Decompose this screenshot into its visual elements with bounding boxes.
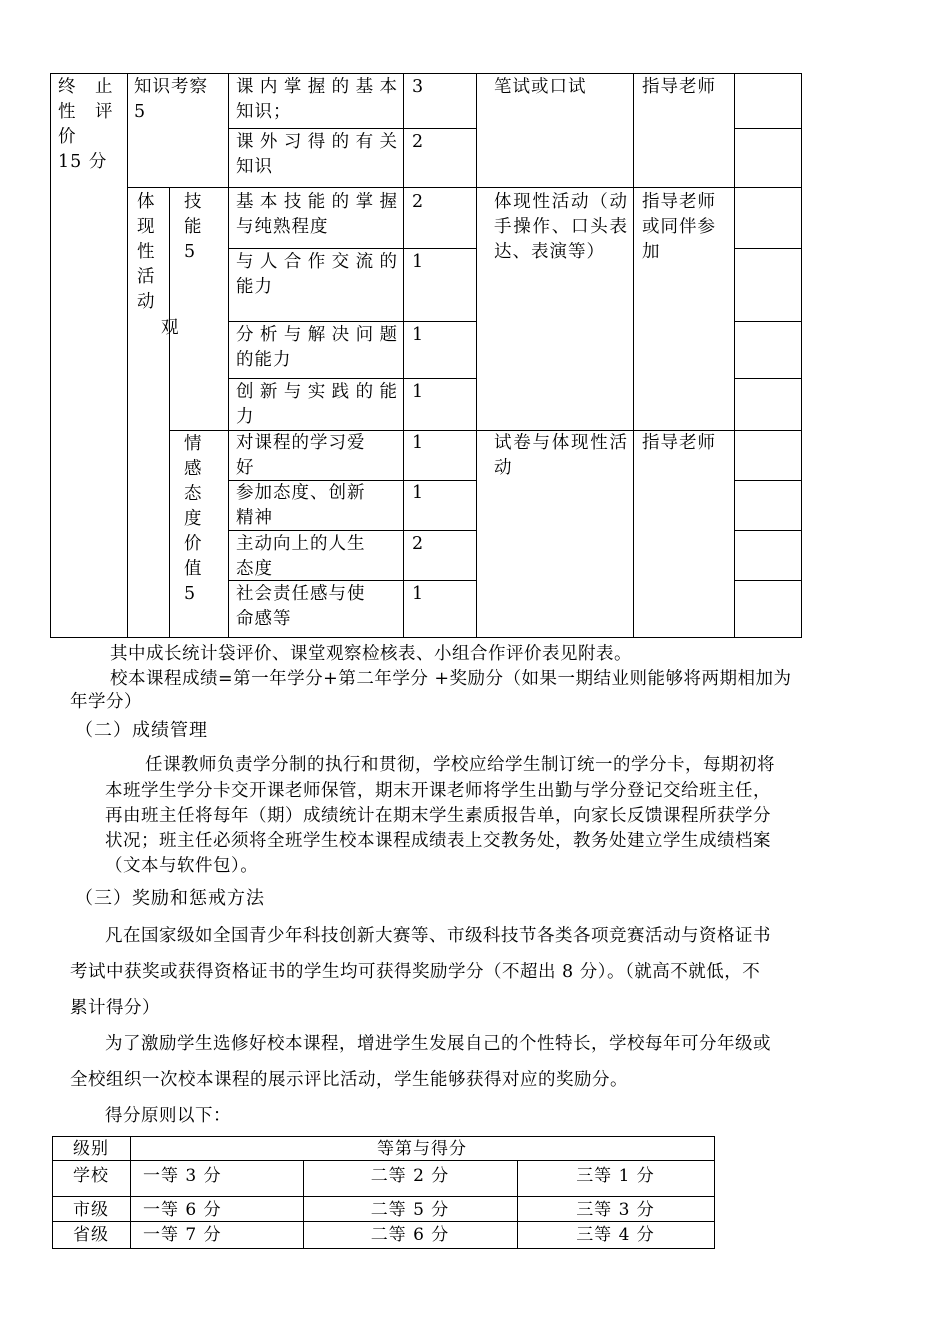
- grade-1: 一等 7 分: [143, 1225, 222, 1245]
- paragraph-line: 再由班主任将每年（期）成绩统计在期末学生素质报告单，向家长反馈课程所获学分: [105, 806, 771, 826]
- paragraph-line: 累计得分）: [70, 998, 160, 1018]
- table-row: 参加态度、创新 精神: [236, 483, 366, 528]
- table-row: 分析与解决问题 的能力: [236, 325, 398, 370]
- paragraph-line: 凡在国家级如全国青少年科技创新大赛等、市级科技节各类各项竞赛活动与资格证书: [105, 926, 771, 946]
- grade-3: 三等 3 分: [576, 1200, 655, 1220]
- activity-label: 体 现 性 活 动: [137, 192, 156, 312]
- grade-1: 一等 3 分: [143, 1166, 222, 1186]
- paragraph-line: 状况；班主任必须将全班学生校本课程成绩表上交教务处，教务处建立学生成绩档案: [105, 831, 771, 851]
- paragraph-line: 全校组织一次校本课程的展示评比活动，学生能够获得对应的奖励分。: [70, 1070, 628, 1090]
- grade-1: 一等 6 分: [143, 1200, 222, 1220]
- note-score-formula-cont: 年学分）: [70, 692, 142, 712]
- row-score: 1: [412, 382, 425, 402]
- row-score: 2: [412, 192, 425, 212]
- row-score: 1: [412, 325, 425, 345]
- section-title-rewards: （三）奖励和惩戒方法: [75, 888, 265, 909]
- table-row: 主动向上的人生 态度: [236, 534, 366, 579]
- table-row: 课外习得的有关 知识: [236, 132, 398, 177]
- row-score: 2: [412, 534, 425, 554]
- emotion-label: 情 感 态 度 价 值 5: [184, 434, 203, 604]
- score-rule-label: 得分原则以下：: [105, 1106, 231, 1126]
- grade-2: 二等 6 分: [370, 1225, 450, 1245]
- section-title-grade-management: （二）成绩管理: [75, 720, 208, 741]
- header-grade-score: 等第与得分: [377, 1139, 467, 1159]
- paragraph-line: 为了激励学生选修好校本课程，增进学生发展自己的个性特长，学校每年可分年级或: [105, 1034, 771, 1054]
- method-activity: 体现性活动（动 手操作、口头表 达、表演等）: [494, 192, 628, 262]
- paragraph-line: （文本与软件包）。: [105, 856, 259, 876]
- header-level: 级别: [73, 1139, 109, 1159]
- evaluator-teacher: 指导老师: [642, 433, 716, 453]
- grade-2: 二等 5 分: [370, 1200, 450, 1220]
- paragraph-line: 考试中获奖或获得资格证书的学生均可获得奖励学分（不超出 8 分）。（就高不就低，不: [70, 962, 761, 982]
- table-row: 与人合作交流的 能力: [236, 252, 398, 297]
- method-written-oral: 笔试或口试: [494, 77, 587, 97]
- row-level: 省级: [73, 1225, 109, 1245]
- skill-label: 技 能 5: [184, 192, 203, 262]
- row-score: 1: [412, 584, 425, 604]
- grade-2: 二等 2 分: [370, 1166, 450, 1186]
- table-row: 创新与实践的能 力: [236, 382, 398, 427]
- knowledge-label: 知识考察 5: [134, 77, 208, 122]
- method-exam-activity: 试卷与体现性活 动: [494, 433, 628, 478]
- note-appendix: 其中成长统计袋评价、课堂观察检核表、小组合作评价表见附表。: [110, 644, 632, 664]
- grade-3: 三等 4 分: [576, 1225, 655, 1245]
- paragraph-line: 本班学生学分卡交开课老师保管，期末开课老师将学生出勤与学分登记交给班主任，: [105, 781, 771, 801]
- row-score: 2: [412, 132, 425, 152]
- row-score: 1: [412, 433, 425, 453]
- row-level: 学校: [73, 1166, 109, 1186]
- row-score: 3: [412, 77, 425, 97]
- row-score: 1: [412, 252, 425, 272]
- grade-3: 三等 1 分: [576, 1166, 655, 1186]
- paragraph-line: 任课教师负责学分制的执行和贯彻，学校应给学生制订统一的学分卡，每期初将: [145, 755, 775, 775]
- table-row: 基本技能的掌握 与纯熟程度: [236, 192, 398, 237]
- row-score: 1: [412, 483, 425, 503]
- final-evaluation-label: 终 止 性 评 价 15 分: [58, 77, 114, 172]
- table-row: 社会责任感与使 命感等: [236, 584, 366, 629]
- table-row: 对课程的学习爱 好: [236, 433, 366, 478]
- table-row: 课内掌握的基本 知识；: [236, 77, 398, 122]
- evaluator-teacher: 指导老师: [642, 77, 716, 97]
- evaluator-teacher-peer: 指导老师 或同伴参 加: [642, 192, 716, 262]
- note-score-formula: 校本课程成绩=第一年学分+第二年学分 +奖励分（如果一期结业则能够将两期相加为: [110, 669, 792, 689]
- row-level: 市级: [73, 1200, 109, 1220]
- activity-extra-char: 观: [161, 318, 180, 338]
